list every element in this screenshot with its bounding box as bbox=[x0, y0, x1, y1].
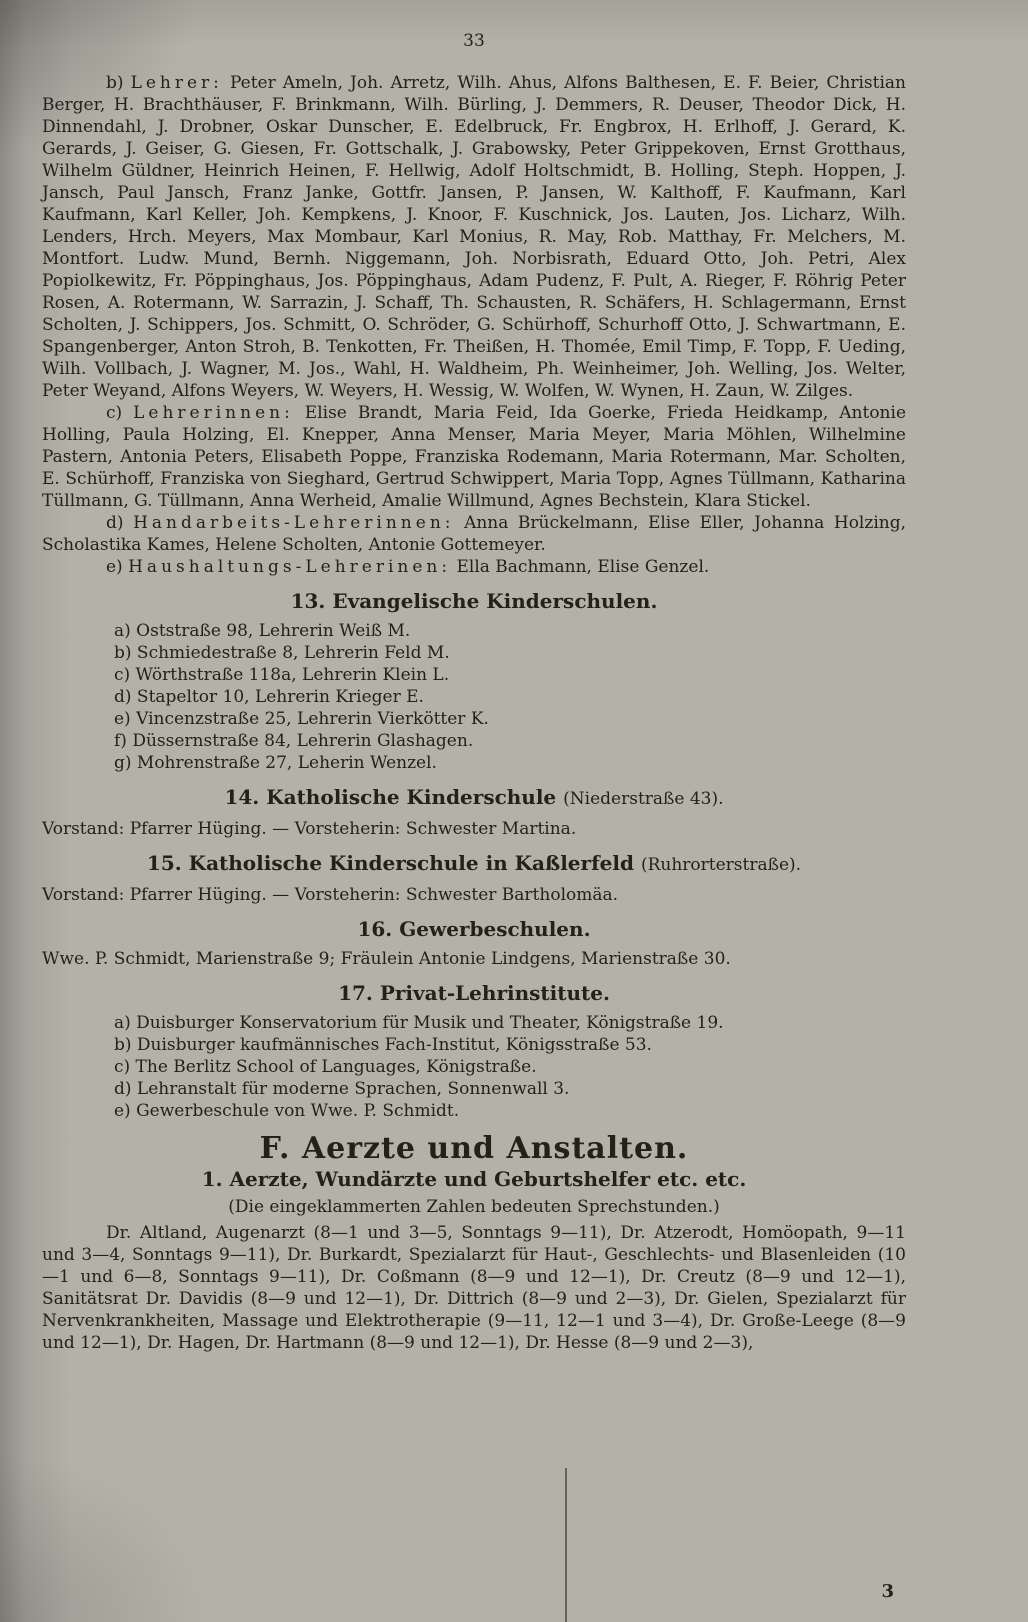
scan-fold-line-artifact bbox=[565, 1468, 567, 1622]
paragraph-haushaltungs-lehrerinnen bbox=[42, 556, 906, 578]
lehrer-names: Peter Ameln, Joh. Arretz, Wilh. Ahus, Alfons Balthesen, E. F. Beier, Christian Berger, H. Brachthäuser, F. Brinkmann, Wilh. Bürling, J. Demmers, R. Deuser, Theodor Dick, H. Dinnendahl, J. Drobner, Oskar Dunscher, E. Edelbruck, Fr. Engbrox, H. Erlhoff, J. Gerard, K. Gerards, J. Geiser, G. Giesen, Fr. Gottschalk, J. Grabowsky, Peter Grippekoven, Ernst Grotthaus, Wilhelm Güldner, Heinrich Heinen, F. Hellwig, Adolf Holtschmidt, B. Holling, Steph. Hoppen, J. Jansch, Paul Jansch, Franz Janke, Gottfr. Jansen, P. Jansen, W. Kalthoff, F. Kaufmann, Karl Kaufmann, Karl Keller, Joh. Kempkens, J. Knoor, F. Kuschnick, Jos. Lauten, Jos. Licharz, Wilh. Lenders, Hrch. Meyers, Max Mombaur, Karl Monius, R. May, Rob. Matthay, Fr. Melchers, M. Montfort. Ludw. Mund, Bernh. Niggemann, Joh. Norbisrath, Eduard Otto, Joh. Petri, Alex Popiolkewitz, Fr. Pöppinghaus, Jos. Pöppinghaus, Adam Pudenz, F. Pult, A. Rieger, F. Röhrig Peter Rosen, A. Rotermann, W. Sarrazin, J. Schaff, Th. Schausten, R. Schäfers, H. Schlagermann, Ernst Scholten, J. Schippers, Jos. Schmitt, O. Schröder, G. Schürhoff, Schurhoff Otto, J. Schwartmann, E. Spangenberger, Anton Stroh, B. Tenkotten, Fr. Theißen, H. Thomée, Emil Timp, F. Topp, F. Ueding, Wilh. Vollbach, J. Wagner, M. Jos., Wahl, H. Waldheim, Ph. Weinheimer, Joh. Welling, Jos. Welter, Peter Weyand, Alfons Weyers, W. Weyers, H. Wessig, W. Wolfen, W. Wynen, H. Zaun, W. Zilges. bbox=[42, 73, 906, 401]
page-number-top: 33 bbox=[463, 31, 485, 51]
haushaltungs-names: Ella Bachmann, Elise Genzel. bbox=[456, 557, 710, 577]
paragraph-handarbeits-lehrerinnen bbox=[42, 512, 906, 556]
lehrinstitut-item-e: e) Gewerbeschule von Wwe. P. Schmidt. bbox=[114, 1101, 460, 1121]
lehrerinnen-names: Elise Brandt, Maria Feid, Ida Goerke, Frieda Heidkamp, Antonie Holling, Paula Holzing, El. Knepper, Anna Menser, Maria Meyer, Maria Möhlen, Wilhelmine Pastern, Antonia Peters, Elisabeth Poppe, Franziska Rodemann, Maria Rotermann, Mar. Scholten, E. Schürhoff, Franziska von Sieghard, Gertrud Schwippert, Maria Topp, Agnes Tüllmann, Katharina Tüllmann, G. Tüllmann, Anna Werheid, Amalie Willmund, Agnes Bechstein, Klara Stickel. bbox=[42, 403, 907, 511]
lehrinstitut-item-c: c) The Berlitz School of Languages, Königstraße. bbox=[114, 1057, 537, 1077]
kinderschule-item-f: f) Düssernstraße 84, Lehrerin Glashagen. bbox=[114, 731, 474, 751]
list-marker-d: d) bbox=[106, 513, 124, 533]
section-17-list bbox=[42, 1012, 906, 1122]
paragraph-lehrer bbox=[42, 72, 906, 402]
list-marker-c: c) bbox=[106, 403, 123, 423]
kinderschule-item-e: e) Vincenzstraße 25, Lehrerin Vierkötter K. bbox=[114, 709, 489, 729]
list-label-lehrerinnen: Lehrerinnen: bbox=[133, 403, 294, 423]
lehrinstitut-item-d: d) Lehranstalt für moderne Sprachen, Sonnenwall 3. bbox=[114, 1079, 570, 1099]
list-marker-b: b) bbox=[106, 73, 124, 93]
kinderschule-item-g: g) Mohrenstraße 27, Leherin Wenzel. bbox=[114, 753, 437, 773]
section-15-body: Vorstand: Pfarrer Hüging. — Vorsteherin: Schwester Bartholomäa. bbox=[42, 885, 619, 905]
handarbeits-names: Anna Brückelmann, Elise Eller, Johanna Holzing, Scholastika Kames, Helene Scholten, Antonie Gottemeyer. bbox=[42, 513, 906, 555]
sprechstunden-note: (Die eingeklammerten Zahlen bedeuten Sprechstunden.) bbox=[228, 1197, 720, 1217]
lehrinstitut-item-b: b) Duisburger kaufmännisches Fach-Institut, Königsstraße 53. bbox=[114, 1035, 652, 1055]
section-17-heading: 17. Privat-Lehrinstitute. bbox=[338, 981, 610, 1005]
section-14-heading-note: (Niederstraße 43). bbox=[563, 789, 724, 809]
section-f-heading: F. Aerzte und Anstalten. bbox=[259, 1131, 689, 1166]
aerzte-sub-heading: 1. Aerzte, Wundärzte und Geburtshelfer etc. etc. bbox=[201, 1167, 747, 1191]
section-14-heading bbox=[42, 786, 906, 810]
section-13-heading: 13. Evangelische Kinderschulen. bbox=[290, 589, 658, 613]
section-16-heading: 16. Gewerbeschulen. bbox=[357, 917, 591, 941]
kinderschule-item-b: b) Schmiedestraße 8, Lehrerin Feld M. bbox=[114, 643, 450, 663]
doctors-paragraph: Dr. Altland, Augenarzt (8—1 und 3—5, Sonntags 9—11), Dr. Atzerodt, Homöopath, 9—11 und 3—4, Sonntags 9—11), Dr. Burkardt, Spezialarzt für Haut-, Geschlechts- und Blasenleiden (10—1 und 6—8, Sonntags 9—11), Dr. Coßmann (8—9 und 12—1), Dr. Creutz (8—9 und 12—1), Sanitätsrat Dr. Davidis (8—9 und 12—1), Dr. Dittrich (8—9 und 2—3), Dr. Gielen, Spezialarzt für Nervenkrankheiten, Massage und Elektrotherapie (9—11, 12—1 und 3—4), Dr. Große-Leege (8—9 und 12—1), Dr. Hagen, Dr. Hartmann (8—9 und 12—1), Dr. Hesse (8—9 und 2—3), bbox=[42, 1223, 906, 1353]
section-15-heading-note: (Ruhrorterstraße). bbox=[640, 855, 802, 875]
paragraph-lehrerinnen bbox=[42, 402, 906, 512]
section-14-body: Vorstand: Pfarrer Hüging. — Vorsteherin: Schwester Martina. bbox=[42, 819, 577, 839]
list-label-lehrer: Lehrer: bbox=[130, 73, 223, 93]
list-label-haushaltungs: Haushaltungs-Lehrerinen: bbox=[128, 557, 452, 577]
section-15-heading-bold: 15. Katholische Kinderschule in Kaßlerfeld bbox=[146, 851, 634, 875]
page-number-bottom: 3 bbox=[881, 1581, 894, 1602]
section-14-heading-bold: 14. Katholische Kinderschule bbox=[224, 785, 557, 809]
kinderschule-item-d: d) Stapeltor 10, Lehrerin Krieger E. bbox=[114, 687, 424, 707]
kinderschule-item-c: c) Wörthstraße 118a, Lehrerin Klein L. bbox=[114, 665, 450, 685]
section-15-heading bbox=[42, 852, 906, 876]
lehrinstitut-item-a: a) Duisburger Konservatorium für Musik und Theater, Königstraße 19. bbox=[114, 1013, 724, 1033]
list-marker-e: e) bbox=[106, 557, 123, 577]
list-label-handarbeits: Handarbeits-Lehrerinnen: bbox=[133, 513, 455, 533]
section-16-body: Wwe. P. Schmidt, Marienstraße 9; Fräulein Antonie Lindgens, Marienstraße 30. bbox=[42, 949, 731, 969]
section-13-list bbox=[42, 620, 906, 774]
kinderschule-item-a: a) Oststraße 98, Lehrerin Weiß M. bbox=[114, 621, 411, 641]
